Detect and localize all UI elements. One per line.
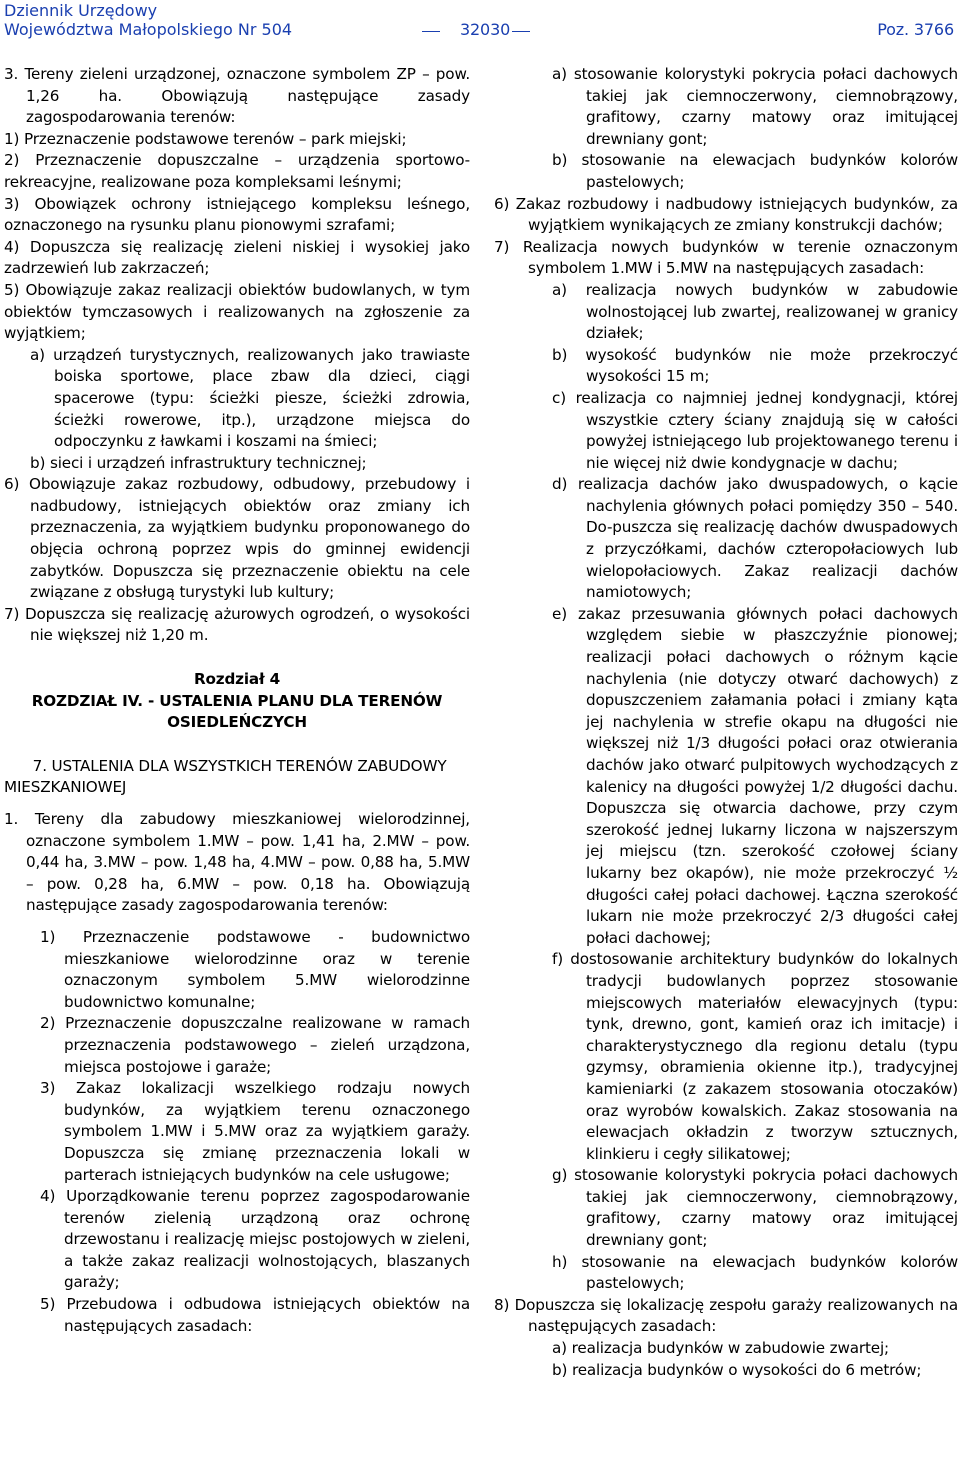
list-item: 1) Przeznaczenie podstawowe - budownictwo mieszkaniowe wielorodzinne oraz w terenie oznaczonym symbolem 5.MW wielorodzinne budownictwo komunalne; [40, 927, 470, 1011]
journal-issue: Województwa Małopolskiego Nr 504 [4, 20, 293, 39]
sub-item: e) zakaz przesuwania głównych połaci dachowych względem siebie w płaszczyźnie pionowej; realizacji połaci dachowych o różnym kącie nachylenia (nie dotyczy otwarć dachowych) z dopuszczeniem załamania połaci i zmiany kąta jej nachylenia w strefie okapu na długości nie większej niż 1/3 długości połaci oraz otwierania dachów jako otwarć pulpitowych wychodzących z kalenicy na długości powyżej 1/2 długości dachu. Dopuszcza się otwarcia dachowe, przy czym szerokość jednej lukarny liczona w najszerszym jej miejscu (tzn. szerokość czołowej ściany lukarny bez okapów), nie może przekroczyć ½ długości całej połaci dachowej. Łączna szerokość lukarn nie może przekroczyć 2/3 długości całej połaci dachowej; [552, 604, 958, 947]
sub-item: b) sieci i urządzeń infrastruktury technicznej; [30, 453, 367, 472]
sub-item: d) realizacja dachów jako dwuspadowych, o kącie nachylenia głównych połaci pomiędzy 350 – 540. Do-puszcza się realizację dachów dwuspadowych z przyczółkami, dachów czteropołaciowych lub wielopołaciowych. Zakaz realizacji dachów namiotowych; [552, 475, 958, 602]
header-dash-right [512, 31, 530, 32]
list-item: 7) Dopuszcza się realizację ażurowych ogrodzeń, o wysokości nie większej niż 1,20 m. [4, 604, 470, 645]
sub-item: g) stosowanie kolorystyki pokrycia połaci dachowych takiej jak ciemnoczerwony, ciemnobrązowy, grafitowy, czarny matowy oraz imitującej drewniany gont; [552, 1166, 958, 1250]
list-item: 2) Przeznaczenie dopuszczalne – urządzenia sportowo- rekreacyjne, realizowane poza kompleksami leśnymi; [4, 151, 470, 191]
sub-item: a) urządzeń turystycznych, realizowanych jako trawiaste boiska sportowe, place zbaw dla dzieci, ciągi spacerowe (typu: ścieżki piesze, ścieżki zdrowia, ścieżki rowerowe, itp.), urządzone miejsca do odpoczynku z ławkami i koszami na śmieci; [30, 345, 470, 451]
list-item: 3) Zakaz lokalizacji wszelkiego rodzaju nowych budynków, za wyjątkiem terenu oznaczonego symbolem 1.MW i 5.MW oraz za wyjątkiem garaży. Dopuszcza się zmianę przeznaczenia lokali w parterach istniejących budynków na cele usługowe; [40, 1079, 470, 1184]
section-title: 7. USTALENIA DLA WSZYSTKICH TERENÓW ZABUDOWY MIESZKANIOWEJ [4, 756, 447, 797]
sub-item: h) stosowanie na elewacjach budynków kolorów pastelowych; [552, 1252, 958, 1293]
left-column [4, 64, 470, 1337]
list-item: 2) Przeznaczenie dopuszczalne realizowane w ramach przeznaczenia podstawowego – zieleń urządzona, miejsca postojowe i garaże; [40, 1014, 470, 1076]
page-number: 32030 [460, 20, 511, 39]
sub-item: f) dostosowanie architektury budynków do lokalnych tradycji budowlanych poprzez stosowanie miejscowych materiałów elewacyjnych (typu: tynk, drewno, gont, kamień oraz ich imitacje) i charakterystycznego dla regionu detalu (typu gzymsy, obramienia okienne itp.), tradycyjnej kamieniarki (z zakazem stosowania otoczaków) oraz wyrobów kowalskich. Zakaz stosowania na elewacjach okładzin z tworzyw sztucznych, klinkieru i cegły silikatowej; [552, 950, 958, 1163]
list-item: 1) Przeznaczenie podstawowe terenów – park miejski; [4, 129, 407, 148]
list-item: 4) Dopuszcza się realizację zieleni niskiej i wysokiej jako zadrzewień lub zakrzaczeń; [4, 237, 470, 278]
chapter-title: ROZDZIAŁ IV. - USTALENIA PLANU DLA TERENÓW [31, 691, 443, 710]
chapter-title-cont: OSIEDLEŃCZYCH [167, 713, 307, 732]
list-item: 7) Realizacja nowych budynków w terenie oznaczonym symbolem 1.MW i 5.MW na następujących zasadach: [494, 237, 958, 278]
list-item: 6) Obowiązuje zakaz rozbudowy, odbudowy, przebudowy i nadbudowy, istniejących obiektów oraz zmiany ich przeznaczenia, za wyjątkiem budynku proponowanego do objęcia ochroną poprzez wpis do gminnej ewidencji zabytków. Dopuszcza się przeznaczenie obiektu na cele związane z obsługą turystyki lub kultury; [4, 475, 470, 602]
paragraph-mw: 1. Tereny dla zabudowy mieszkaniowej wielorodzinnej, oznaczone symbolem 1.MW – pow. 1,41 ha, 2.MW – pow. 0,44 ha, 3.MW – pow. 1,48 ha, 4.MW – pow. 0,88 ha, 5.MW – pow. 0,28 ha, 6.MW – pow. 0,18 ha. Obowiązują następujące zasady zagospodarowania terenów: [4, 810, 470, 915]
section-heading [4, 756, 470, 799]
header-dash-left [422, 31, 440, 32]
sub-item: b) wysokość budynków nie może przekroczyć wysokości 15 m; [552, 345, 958, 386]
chapter-number: Rozdział 4 [193, 670, 281, 689]
list-item: 4) Uporządkowanie terenu poprzez zagospodarowanie terenów zielenią urządzoną oraz ochronę drzewostanu i realizację miejsc postojowych w zieleni, a także zakaz realizacji wolnostojących, blaszanych garaży; [40, 1187, 470, 1292]
page-header [4, 0, 956, 40]
list-item: 6) Zakaz rozbudowy i nadbudowy istniejących budynków, za wyjątkiem wynikających ze zmiany konstrukcji dachów; [494, 194, 958, 235]
sub-item: a) realizacja nowych budynków w zabudowie wolnostojącej lub zwartej, realizowanej w granicy działek; [552, 280, 958, 343]
list-item: 3) Obowiązek ochrony istniejącego kompleksu leśnego, oznaczonego na rysunku planu pionowymi szrafami; [4, 194, 470, 235]
journal-title: Dziennik Urzędowy [4, 1, 158, 20]
sub-item: b) realizacja budynków o wysokości do 6 metrów; [552, 1360, 922, 1379]
list-item: 8) Dopuszcza się lokalizację zespołu garaży realizowanych na następujących zasadach: [494, 1295, 958, 1336]
sub-item: b) stosowanie na elewacjach budynków kolorów pastelowych; [552, 151, 958, 191]
sub-item: a) stosowanie kolorystyki pokrycia połaci dachowych takiej jak ciemnoczerwony, ciemnobrązowy, grafitowy, czarny matowy oraz imitującej drewniany gont; [552, 65, 958, 148]
list-item: 5) Obowiązuje zakaz realizacji obiektów budowlanych, w tym obiektów tymczasowych i realizowanych na zgłoszenie za wyjątkiem; [4, 280, 470, 343]
list-item: 5) Przebudowa i odbudowa istniejących obiektów na następujących zasadach: [40, 1295, 470, 1335]
sub-item: c) realizacja co najmniej jednej kondygnacji, której wszystkie cztery ściany znajdują się w całości powyżej istniejącego lub projektowanego terenu i nie więcej niż dwie kondygnacje w dachu; [552, 388, 958, 472]
right-column [492, 64, 958, 1381]
position-number: Poz. 3766 [877, 20, 954, 39]
sub-item: a) realizacja budynków w zabudowie zwartej; [552, 1339, 890, 1358]
paragraph-zp: 3. Tereny zieleni urządzonej, oznaczone symbolem ZP – pow. 1,26 ha. Obowiązują następujące zasady zagospodarowania terenów: [4, 65, 470, 127]
